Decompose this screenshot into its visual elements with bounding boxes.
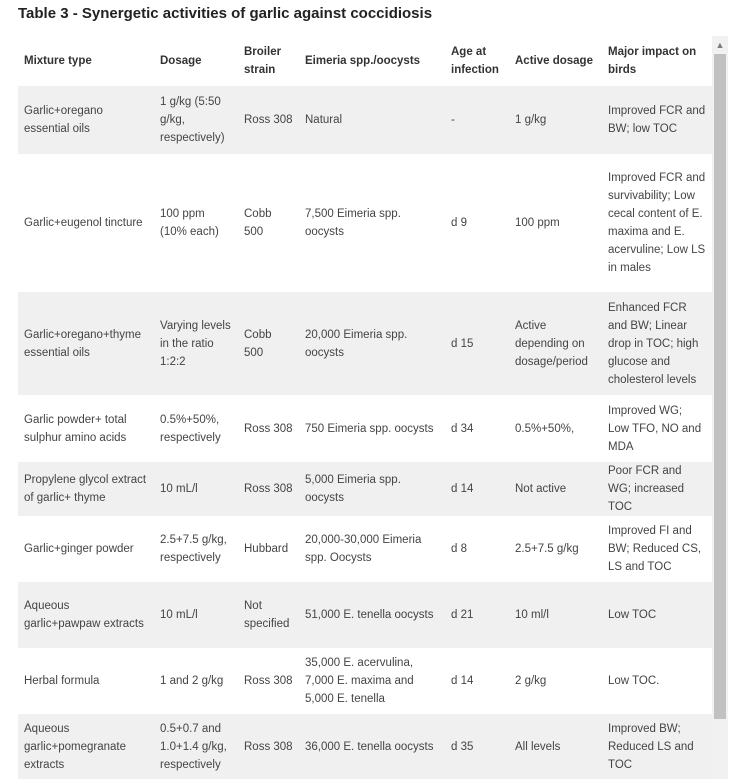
cell-major-impact: Improved FI and BW; Reduced CS, LS and TOC — [608, 525, 702, 573]
cell-age-at-infection: d 14 — [451, 675, 474, 687]
cell-major-impact: Improved WG; Low TFO, NO and MDA — [608, 404, 702, 453]
header-row — [18, 36, 712, 86]
cell-eimeria-oocysts: 20,000 Eimeria spp. oocysts — [305, 328, 408, 359]
cell-active-dosage: 2 g/kg — [515, 675, 547, 687]
cell-active-dosage: Not active — [515, 483, 567, 495]
cell-active-dosage: All levels — [515, 741, 561, 753]
cell-broiler-strain: Ross 308 — [244, 422, 293, 435]
cell-broiler-strain: Ross 308 — [244, 741, 293, 753]
header-broiler-strain: Broiler strain — [244, 46, 282, 76]
table-title: Table 3 - Synergetic activities of garlic against coccidiosis — [18, 5, 433, 22]
cell-dosage: 1 g/kg (5:50 g/kg, respectively) — [160, 96, 225, 144]
cell-mixture-type: Garlic+oregano essential oils — [24, 105, 103, 135]
cell-age-at-infection: d 15 — [451, 337, 474, 350]
cell-dosage: 1 and 2 g/kg — [160, 675, 224, 687]
cell-major-impact: Improved BW; Reduced LS and TOC — [608, 723, 694, 771]
header-major-impact: Major impact on birds — [608, 46, 697, 76]
cell-age-at-infection: d 14 — [451, 483, 474, 495]
scrollbar-thumb[interactable] — [714, 54, 726, 719]
cell-eimeria-oocysts: Natural — [305, 114, 343, 126]
cell-dosage: 10 mL/l — [160, 483, 198, 495]
cell-broiler-strain: Not specified — [244, 600, 290, 630]
header-age-at-infection: Age at infection — [451, 46, 499, 76]
header-active-dosage: Active dosage — [515, 55, 593, 67]
cell-eimeria-oocysts: 20,000-30,000 Eimeria spp. Oocysts — [305, 534, 422, 564]
garlic-coccidiosis-table — [18, 36, 712, 779]
cell-mixture-type: Aqueous garlic+pomegranate extracts — [24, 723, 126, 771]
cell-active-dosage: 2.5+7.5 g/kg — [515, 543, 579, 555]
cell-mixture-type: Garlic+ginger powder — [24, 543, 134, 555]
cell-broiler-strain: Cobb 500 — [244, 208, 272, 238]
cell-broiler-strain: Hubbard — [244, 543, 289, 555]
cell-active-dosage: Active depending on dosage/period — [515, 319, 588, 368]
cell-age-at-infection: d 9 — [451, 217, 467, 229]
cell-broiler-strain: Ross 308 — [244, 483, 293, 495]
cell-active-dosage: 100 ppm — [515, 217, 560, 229]
cell-broiler-strain: Ross 308 — [244, 114, 293, 126]
cell-age-at-infection: d 34 — [451, 422, 474, 435]
cell-eimeria-oocysts: 35,000 E. acervulina, 7,000 E. maxima and 5,000 E. tenella — [305, 657, 414, 705]
table-row — [18, 648, 712, 714]
cell-dosage: 10 mL/l — [160, 609, 198, 621]
table-row — [18, 86, 712, 154]
table-row — [18, 714, 712, 779]
table-row — [18, 462, 712, 516]
header-dosage: Dosage — [160, 55, 202, 67]
cell-eimeria-oocysts: 51,000 E. tenella oocysts — [305, 609, 434, 621]
cell-mixture-type: Aqueous garlic+pawpaw extracts — [24, 600, 144, 630]
cell-active-dosage: 1 g/kg — [515, 114, 547, 126]
cell-mixture-type: Propylene glycol extract of garlic+ thyme — [24, 474, 147, 504]
cell-mixture-type: Garlic+oregano+thyme essential oils — [24, 328, 141, 359]
cell-eimeria-oocysts: 750 Eimeria spp. oocysts — [305, 422, 434, 435]
table-row — [18, 516, 712, 582]
cell-dosage: 2.5+7.5 g/kg, respectively — [160, 534, 227, 564]
cell-major-impact: Low TOC — [608, 609, 657, 621]
cell-dosage: 100 ppm (10% each) — [160, 208, 219, 238]
header-mixture-type: Mixture type — [24, 55, 92, 67]
cell-broiler-strain: Ross 308 — [244, 675, 293, 687]
cell-major-impact: Enhanced FCR and BW; Linear drop in TOC; high glucose and cholesterol levels — [608, 301, 699, 386]
vertical-scrollbar[interactable] — [712, 36, 728, 779]
cell-active-dosage: 10 ml/l — [515, 609, 549, 621]
cell-age-at-infection: - — [451, 114, 455, 126]
cell-age-at-infection: d 21 — [451, 609, 474, 621]
cell-major-impact: Low TOC. — [608, 675, 660, 687]
cell-major-impact: Improved FCR and BW; low TOC — [608, 105, 706, 135]
cell-major-impact: Improved FCR and survivability; Low cecal content of E. maxima and E. acervuline; Low LS in males — [608, 172, 706, 274]
cell-mixture-type: Garlic powder+ total sulphur amino acids — [24, 413, 127, 444]
table-row — [18, 292, 712, 395]
table-row — [18, 582, 712, 648]
table-row — [18, 154, 712, 292]
cell-eimeria-oocysts: 36,000 E. tenella oocysts — [305, 741, 434, 753]
cell-active-dosage: 0.5%+50%, — [515, 422, 575, 435]
cell-dosage: Varying levels in the ratio 1:2:2 — [160, 319, 231, 368]
cell-eimeria-oocysts: 7,500 Eimeria spp. oocysts — [305, 208, 401, 238]
cell-age-at-infection: d 8 — [451, 543, 467, 555]
cell-age-at-infection: d 35 — [451, 741, 474, 753]
scroll-up-arrow-icon[interactable]: ▲ — [715, 40, 725, 50]
header-eimeria-oocysts: Eimeria spp./oocysts — [305, 55, 421, 67]
cell-eimeria-oocysts: 5,000 Eimeria spp. oocysts — [305, 474, 401, 504]
cell-major-impact: Poor FCR and WG; increased TOC — [608, 465, 685, 513]
cell-mixture-type: Herbal formula — [24, 675, 100, 687]
cell-broiler-strain: Cobb 500 — [244, 328, 272, 359]
table-row — [18, 395, 712, 462]
table-container[interactable] — [18, 36, 712, 779]
cell-dosage: 0.5%+50%, respectively — [160, 413, 221, 444]
cell-dosage: 0.5+0.7 and 1.0+1.4 g/kg, respectively — [160, 723, 227, 771]
cell-mixture-type: Garlic+eugenol tincture — [24, 217, 143, 229]
